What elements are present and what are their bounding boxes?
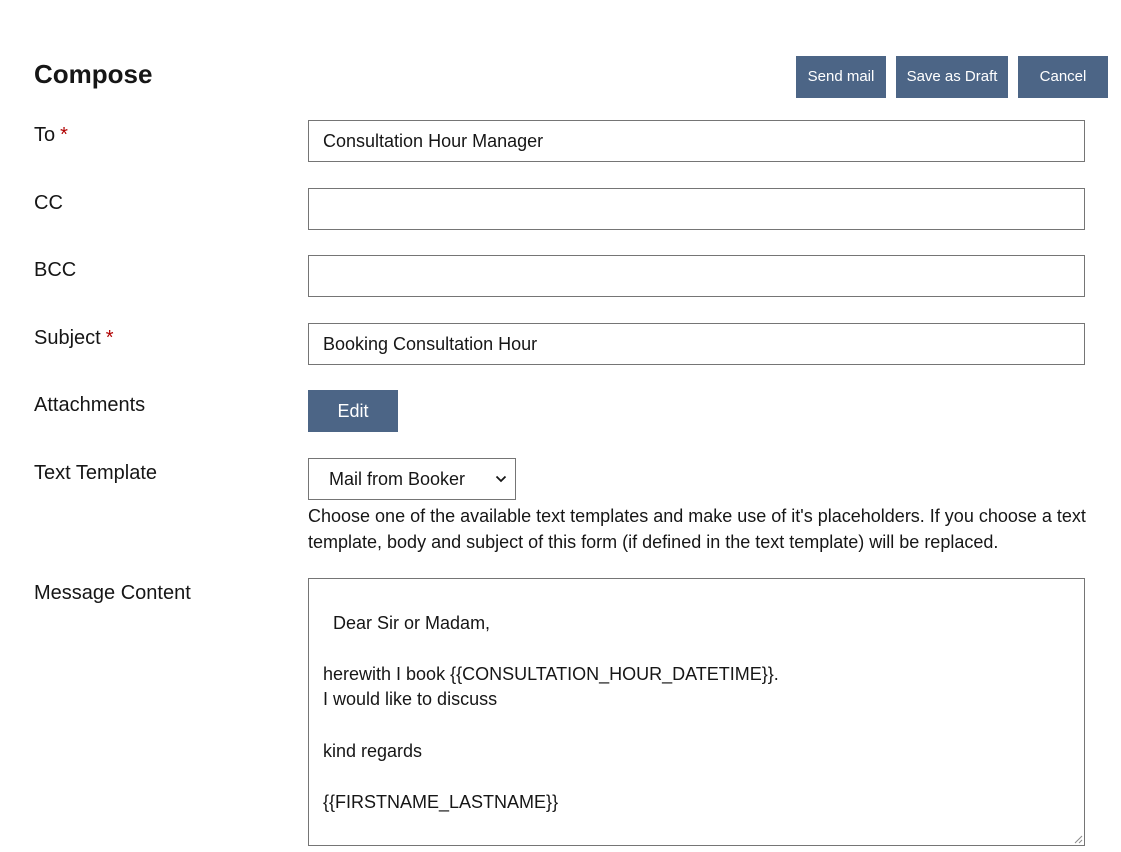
edit-attachments-button[interactable]: Edit (308, 390, 398, 432)
text-template-label: Text Template (34, 462, 158, 484)
bcc-label: BCC (34, 259, 77, 281)
cancel-button[interactable]: Cancel (1018, 56, 1108, 98)
text-template-selected-value: Mail from Booker (329, 469, 466, 489)
to-label-text: To (34, 124, 56, 146)
subject-label-text: Subject (34, 327, 101, 349)
send-mail-button[interactable]: Send mail (796, 56, 886, 98)
subject-field[interactable]: Booking Consultation Hour (308, 323, 1085, 365)
cc-field[interactable] (308, 188, 1085, 230)
cc-label: CC (34, 192, 63, 214)
subject-label (34, 325, 114, 351)
message-content-textarea[interactable] (308, 578, 1085, 846)
text-template-help: Choose one of the available text templates and make use of it's placeholders. If you choose a text template, body and subject of this form (if defined in the text template) will be replaced. (308, 506, 1086, 552)
bcc-field[interactable] (308, 255, 1085, 297)
save-as-draft-button[interactable]: Save as Draft (896, 56, 1008, 98)
resize-grip-icon[interactable] (1073, 834, 1083, 844)
page-title: Compose (34, 59, 153, 89)
text-template-select[interactable] (308, 458, 516, 500)
to-label (34, 122, 68, 148)
attachments-label: Attachments (34, 394, 146, 416)
to-field[interactable]: Consultation Hour Manager (308, 120, 1085, 162)
message-content-label: Message Content (34, 582, 191, 604)
chevron-down-icon (495, 473, 507, 485)
required-marker: * (60, 124, 68, 146)
required-marker: * (105, 327, 114, 349)
message-content-text: Dear Sir or Madam, herewith I book {{CONSULTATION_HOUR_DATETIME}}. I would like to discuss kind regards {{FIRSTNAME_LASTNAME}} (323, 612, 779, 812)
